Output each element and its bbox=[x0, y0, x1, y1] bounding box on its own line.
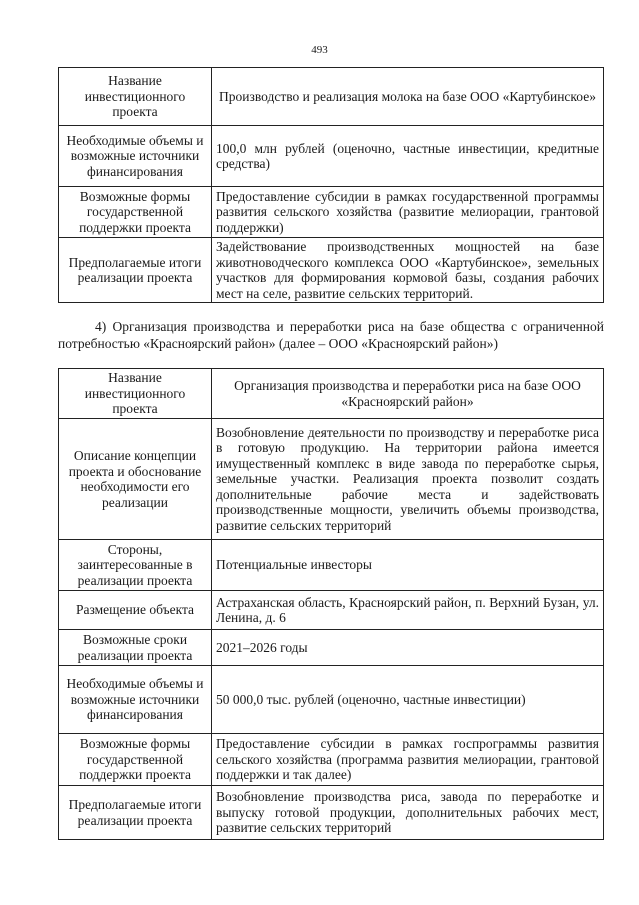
section-paragraph: 4) Организация производства и переработки риса на базе общества с ограниченной потребностью «Красноярский район» (далее – ООО «Красноярский район») bbox=[58, 319, 604, 351]
row-label: Необходимые объемы и возможные источники финансирования bbox=[59, 126, 212, 187]
table-row bbox=[59, 786, 604, 840]
table-row bbox=[59, 238, 604, 303]
row-label: Возможные сроки реализации проекта bbox=[59, 630, 212, 666]
table-row bbox=[59, 126, 604, 187]
table-row bbox=[59, 68, 604, 126]
row-value: 2021–2026 годы bbox=[212, 630, 604, 666]
row-value: 50 000,0 тыс. рублей (оценочно, частные инвестиции) bbox=[212, 666, 604, 734]
table-row bbox=[59, 369, 604, 419]
project-table-krasnoyarsky bbox=[58, 368, 604, 840]
row-label: Предполагаемые итоги реализации проекта bbox=[59, 786, 212, 840]
row-label: Название инвестиционного проекта bbox=[59, 68, 212, 126]
row-value: Астраханская область, Красноярский район, п. Верхний Бузан, ул. Ленина, д. 6 bbox=[212, 591, 604, 630]
table-row bbox=[59, 666, 604, 734]
row-value: Предоставление субсидии в рамках госпрограммы развития сельского хозяйства (программа развития мелиорации, грантовой поддержки и так далее) bbox=[212, 734, 604, 786]
row-label: Необходимые объемы и возможные источники финансирования bbox=[59, 666, 212, 734]
row-value: Предоставление субсидии в рамках государственной программы развития сельского хозяйства (развитие мелиорации, грантовой поддержки) bbox=[212, 187, 604, 238]
row-label: Возможные формы государственной поддержки проекта bbox=[59, 187, 212, 238]
row-value: Организация производства и переработки риса на базе ООО «Красноярский район» bbox=[212, 369, 604, 419]
row-value: Возобновление производства риса, завода по переработке и выпуску готовой продукции, дополнительных рабочих мест, развитие сельских территорий bbox=[212, 786, 604, 840]
row-label: Описание концепции проекта и обоснование необходимости его реализации bbox=[59, 419, 212, 540]
table-row bbox=[59, 419, 604, 540]
project-table-kartubinskoe bbox=[58, 67, 604, 303]
row-label: Размещение объекта bbox=[59, 591, 212, 630]
row-label: Возможные формы государственной поддержки проекта bbox=[59, 734, 212, 786]
row-label: Стороны, заинтересованные в реализации проекта bbox=[59, 540, 212, 591]
page-number: 493 bbox=[311, 44, 328, 56]
row-value: 100,0 млн рублей (оценочно, частные инвестиции, кредитные средства) bbox=[212, 126, 604, 187]
row-value: Возобновление деятельности по производству и переработке риса в готовую продукцию. На территории района имеется имущественный комплекс в виде завода по переработке сырья, земельные участки. Реализация проекта позволит создать дополнительные рабочие места и задействовать производственные мощности, увеличить объемы производства, развитие сельских территорий bbox=[212, 419, 604, 540]
row-value: Потенциальные инвесторы bbox=[212, 540, 604, 591]
table-row bbox=[59, 591, 604, 630]
table-row bbox=[59, 734, 604, 786]
row-value: Производство и реализация молока на базе ООО «Картубинское» bbox=[212, 68, 604, 126]
table-row bbox=[59, 187, 604, 238]
row-value: Задействование производственных мощностей на базе животноводческого комплекса ООО «Картубинское», земельных участков для формирования кормовой базы, создания рабочих мест на селе, развитие сельских территорий. bbox=[212, 238, 604, 303]
row-label: Название инвестиционного проекта bbox=[59, 369, 212, 419]
table-row bbox=[59, 540, 604, 591]
table-row bbox=[59, 630, 604, 666]
row-label: Предполагаемые итоги реализации проекта bbox=[59, 238, 212, 303]
